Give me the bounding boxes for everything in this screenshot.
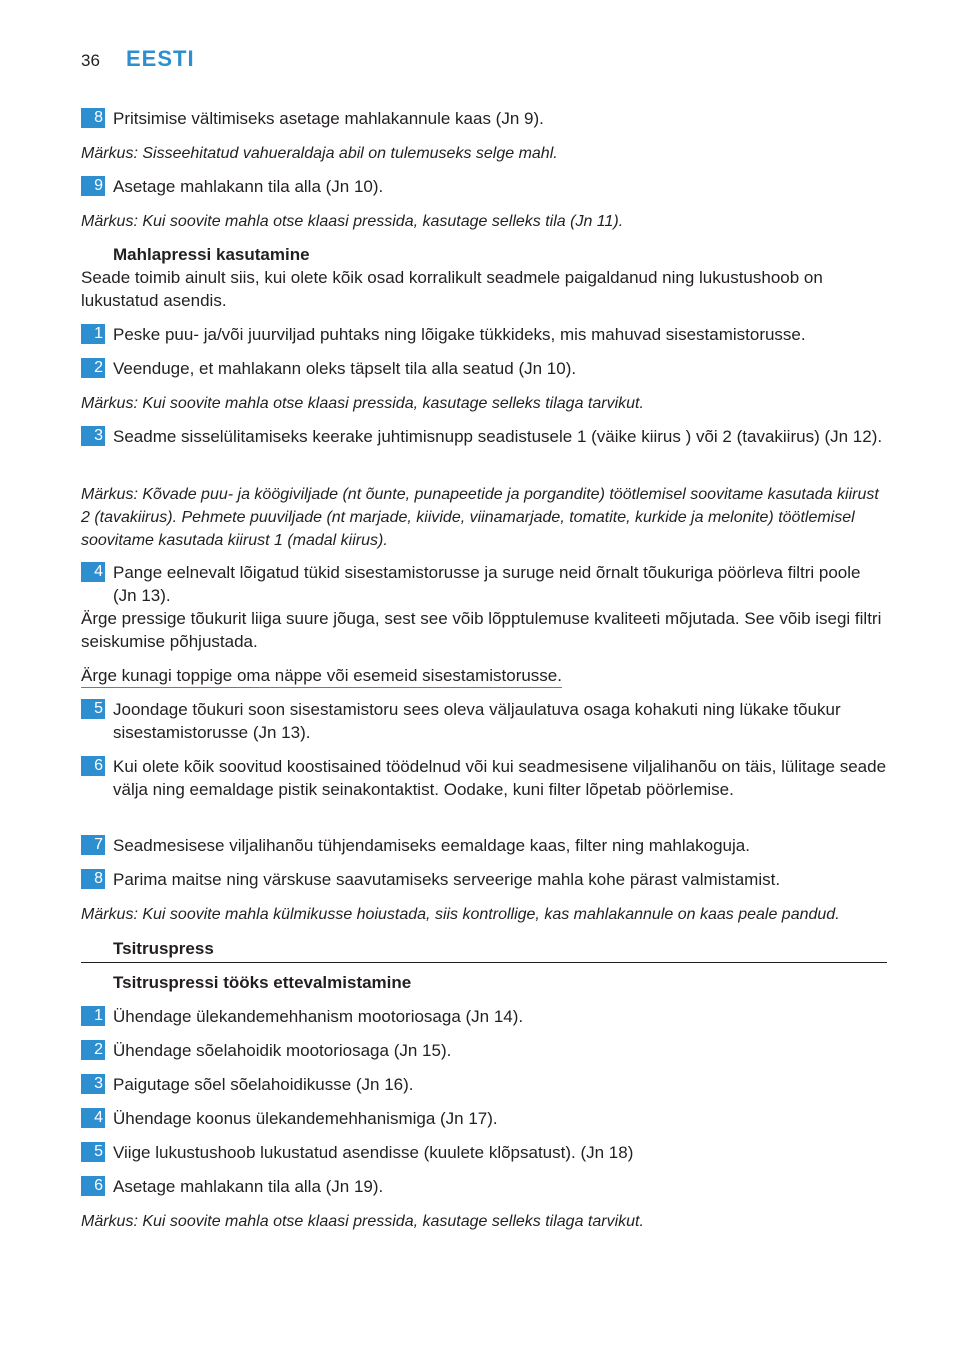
- warning-text: Ärge kunagi toppige oma näppe või esemeid sisestamistorusse.: [81, 666, 562, 688]
- step-text: Seadme sisselülitamiseks keerake juhtimisnupp seadistusele 1 (väike kiirus ) või 2 (tavakiirus) (Jn 12).: [113, 427, 883, 446]
- step-text: Parima maitse ning värskuse saavutamiseks serveerige mahla kohe pärast valmistamist.: [113, 870, 781, 889]
- step-item: [81, 357, 887, 380]
- step-text: Ühendage ülekandemehhanism mootoriosaga (Jn 14).: [113, 1007, 524, 1026]
- step-number: 4: [81, 1108, 105, 1128]
- step-text: Seadmesisese viljalihanõu tühjendamiseks eemaldage kaas, filter ning mahlakoguja.: [113, 836, 750, 855]
- step-text: Kui olete kõik soovitud koostisained töödelnud või kui seadmesisene viljalihanõu on täis, lülitage seade välja ning eemaldage pistik seinakontaktist. Oodake, kuni filter lõpetab pöörlemise.: [113, 757, 887, 799]
- step-number: 2: [81, 1040, 105, 1060]
- step-item: [81, 1005, 887, 1028]
- step-text: Paigutage sõel sõelahoidikusse (Jn 16).: [113, 1075, 414, 1094]
- step-item: [81, 1039, 887, 1062]
- step-number: 9: [81, 176, 105, 196]
- warning: [81, 664, 562, 687]
- section-heading: Mahlapressi kasutamine: [113, 245, 310, 264]
- step-text: Joondage tõukuri soon sisestamistoru sees oleva väljaulatuva osaga kohakuti ning lükake tõukur sisestamistorusse (Jn 13).: [113, 700, 841, 742]
- step-number: 3: [81, 1074, 105, 1094]
- step-number: 5: [81, 699, 105, 719]
- note: Märkus: Kõvade puu- ja köögiviljade (nt õunte, punapeetide ja porgandite) töötlemisel soovitame kasutada kiirust 2 (tavakiirus). Pehmete puuviljade (nt marjade, kiivide, viinamarjade, tomatite, kurkide ja melonite) töötlemisel soovitame kasutada kiirust 1 (madal kiirus).: [81, 486, 879, 549]
- step-number: 6: [81, 756, 105, 776]
- note: Märkus: Kui soovite mahla külmikusse hoiustada, siis kontrollige, kas mahlakannule on kaas peale pandud.: [81, 906, 840, 923]
- step-item: [81, 175, 887, 198]
- note: Märkus: Kui soovite mahla otse klaasi pressida, kasutage selleks tilaga tarvikut.: [81, 1213, 644, 1230]
- step-number: 8: [81, 108, 105, 128]
- step-text: Peske puu- ja/või juurviljad puhtaks ning lõigake tükkideks, mis mahuvad sisestamistorusse.: [113, 325, 806, 344]
- note: Märkus: Kui soovite mahla otse klaasi pressida, kasutage selleks tilaga tarvikut.: [81, 395, 644, 412]
- section-heading: Tsitruspress: [113, 939, 214, 958]
- step-item: [81, 1141, 887, 1164]
- page-number: 36: [81, 51, 100, 70]
- step-item: [81, 834, 887, 857]
- section-divider: [81, 962, 887, 963]
- step-text: Viige lukustushoob lukustatud asendisse (kuulete klõpsatust). (Jn 18): [113, 1143, 634, 1162]
- step-text: Pange eelnevalt lõigatud tükid sisestamistorusse ja suruge neid õrnalt tõukuriga pöörleva filtri poole (Jn 13).: [113, 563, 861, 605]
- step-text: Ühendage sõelahoidik mootoriosaga (Jn 15).: [113, 1041, 452, 1060]
- step-number: 5: [81, 1142, 105, 1162]
- step-text: Ühendage koonus ülekandemehhanismiga (Jn 17).: [113, 1109, 498, 1128]
- step-text: Pritsimise vältimiseks asetage mahlakannule kaas (Jn 9).: [113, 109, 544, 128]
- language-title: EESTI: [126, 46, 195, 71]
- step-number: 7: [81, 835, 105, 855]
- step-item: [81, 425, 887, 448]
- step-text: Asetage mahlakann tila alla (Jn 19).: [113, 1177, 384, 1196]
- step-number: 6: [81, 1176, 105, 1196]
- step-number: 3: [81, 426, 105, 446]
- step-item: [81, 561, 887, 607]
- step-item: [81, 323, 887, 346]
- step-number: 4: [81, 562, 105, 582]
- subsection-heading: Tsitruspressi tööks ettevalmistamine: [113, 973, 412, 992]
- step-text: Asetage mahlakann tila alla (Jn 10).: [113, 177, 384, 196]
- step-number: 1: [81, 324, 105, 344]
- step-item: [81, 868, 887, 891]
- step-item: [81, 1073, 887, 1096]
- step-item: [81, 1175, 887, 1198]
- note: Märkus: Sisseehitatud vahueraldaja abil on tulemuseks selge mahl.: [81, 145, 558, 162]
- paragraph: Seade toimib ainult siis, kui olete kõik osad korralikult seadmele paigaldanud ning lukustushoob on lukustatud asendis.: [81, 268, 823, 310]
- step-item: [81, 755, 887, 801]
- paragraph: Ärge pressige tõukurit liiga suure jõuga, sest see võib lõpptulemuse kvaliteeti mõjutada. See võib isegi filtri seiskumise põhjustada.: [81, 609, 882, 651]
- step-number: 1: [81, 1006, 105, 1026]
- step-text: Veenduge, et mahlakann oleks täpselt tila alla seatud (Jn 10).: [113, 359, 577, 378]
- step-item: [81, 698, 887, 744]
- step-item: [81, 1107, 887, 1130]
- note: Märkus: Kui soovite mahla otse klaasi pressida, kasutage selleks tila (Jn 11).: [81, 213, 624, 230]
- step-number: 2: [81, 358, 105, 378]
- step-item: [81, 107, 887, 130]
- step-number: 8: [81, 869, 105, 889]
